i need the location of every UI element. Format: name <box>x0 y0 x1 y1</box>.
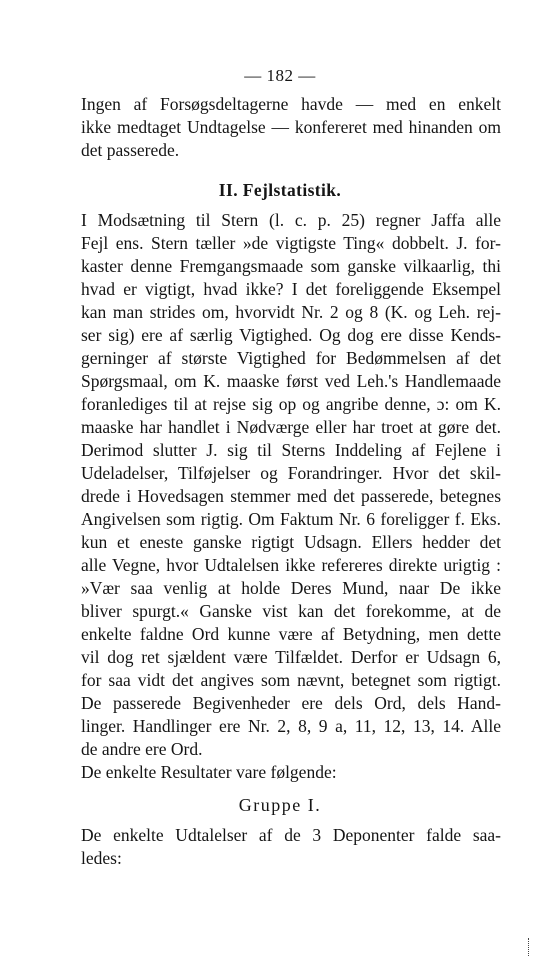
page-number: — 182 — <box>244 66 316 85</box>
text-line: kaster denne Fremgangsmaade som ganske vilkaarlig, thi <box>81 256 501 276</box>
text-line: Spørgsmaal, om K. maaske først ved Leh.'s Handlemaade <box>81 371 501 391</box>
text-line: ser sig) ere af særlig Vigtighed. Og dog ere disse Kends- <box>81 325 501 345</box>
text-line: kun et eneste ganske rigtigt Udsagn. Ellers hedder det <box>81 532 501 552</box>
text-line: Fejl ens. Stern tæller »de vigtigste Ting« dobbelt. J. for- <box>81 233 501 253</box>
text-line: kan man strides om, hvorvidt Nr. 2 og 8 (K. og Leh. rej- <box>81 302 501 322</box>
text-line: vil dog ret sjældent være Tilfældet. Derfor er Udsagn 6, <box>81 647 501 667</box>
text-line: bliver spurgt.« Ganske vist kan det forekomme, at de <box>81 601 501 621</box>
group-heading: Gruppe I. <box>238 795 322 815</box>
text-line: De enkelte Udtalelser af de 3 Deponenter falde saa- <box>81 825 501 845</box>
text-line: De enkelte Resultater vare følgende: <box>81 762 337 782</box>
text-line: maaske har handlet i Nødværge eller har troet at gøre det. <box>81 417 501 437</box>
text-line: foranlediges til at rejse sig op og angribe denne, ɔ: om K. <box>81 394 501 414</box>
text-line: Udeladelser, Tilføjelser og Forandringer. Hvor det skil- <box>81 463 501 483</box>
text-line: Ingen af Forsøgsdeltagerne havde — med en enkelt <box>81 94 501 114</box>
text-line: I Modsætning til Stern (l. c. p. 25) regner Jaffa alle <box>81 210 501 230</box>
text-line: »Vær saa venlig at holde Deres Mund, naar De ikke <box>81 578 501 598</box>
text-line: drede i Hovedsagen stemmer med det passerede, betegnes <box>81 486 501 506</box>
text-line: det passerede. <box>81 140 180 160</box>
text-line: enkelte faldne Ord kunne være af Betydning, men dette <box>81 624 501 644</box>
text-line: Derimod slutter J. sig til Sterns Inddeling af Fejlene i <box>81 440 501 460</box>
text-line: De passerede Begivenheder ere dels Ord, dels Hand- <box>81 693 501 713</box>
text-line: linger. Handlinger ere Nr. 2, 8, 9 a, 11, 12, 13, 14. Alle <box>81 716 501 736</box>
text-line: de andre ere Ord. <box>81 739 203 759</box>
text-line: for saa vidt det angives som nævnt, betegnet som rigtigt. <box>81 670 501 690</box>
text-line: gerninger af største Vigtighed for Bedømmelsen af det <box>81 348 501 368</box>
margin-mark <box>528 938 532 956</box>
text-line: ledes: <box>81 848 122 868</box>
section-heading: II. Fejlstatistik. <box>218 180 342 200</box>
text-line: hvad er vigtigt, hvad ikke? I det foreliggende Eksempel <box>81 279 501 299</box>
text-line: ikke medtaget Undtagelse — konfereret med hinanden om <box>81 117 501 137</box>
text-line: alle Vegne, hvor Udtalelsen ikke refereres direkte urigtig : <box>81 555 501 575</box>
text-line: Angivelsen som rigtig. Om Faktum Nr. 6 foreligger f. Eks. <box>81 509 501 529</box>
